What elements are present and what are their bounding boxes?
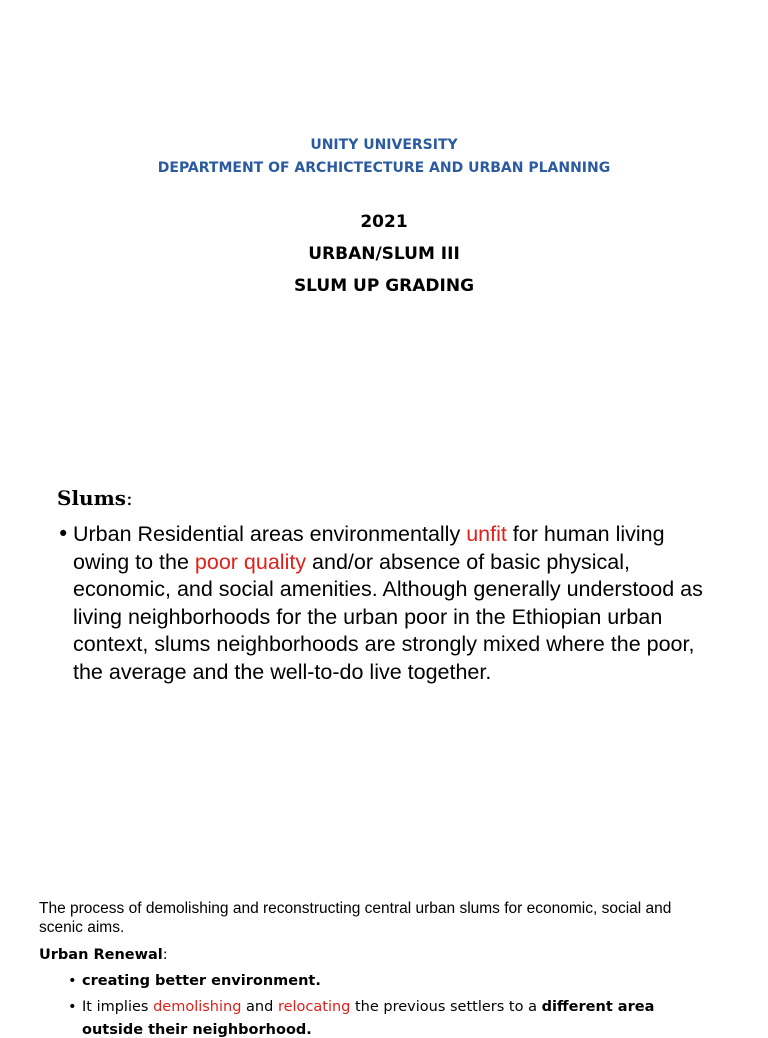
slums-slide: [0, 440, 768, 840]
renewal-bullet: [68, 973, 321, 989]
text-segment: for human living owing to the: [73, 522, 665, 574]
slums-definition-bullet: [57, 521, 717, 687]
slums-heading-text: Slums: [57, 486, 127, 510]
renewal-bullet: [68, 999, 654, 1015]
urban-renewal-heading: [39, 947, 168, 963]
urban-renewal-slide: [0, 840, 768, 1038]
title-slide: [0, 0, 768, 440]
bullet-icon: •: [68, 999, 77, 1015]
highlight-demolishing: demolishing: [153, 999, 242, 1015]
bullet-icon: •: [68, 973, 77, 989]
highlight-different-area: different area: [541, 999, 655, 1015]
renewal-bullet-continuation: [68, 1022, 312, 1038]
text-segment: Urban Residential areas environmentally: [73, 522, 467, 546]
text-segment: and: [241, 999, 278, 1015]
topic-title: SLUM UP GRADING: [293, 276, 475, 296]
slums-heading: [57, 486, 133, 510]
renewal-bullet-text: [82, 999, 654, 1015]
department-name: DEPARTMENT OF ARCHICTECTURE AND URBAN PLANNING: [157, 160, 611, 176]
text-segment: It implies: [82, 999, 154, 1015]
renewal-bullet-continuation-text: outside their neighborhood.: [82, 1022, 312, 1038]
text-segment: the previous settlers to a: [350, 999, 542, 1015]
highlight-poor-quality: poor quality: [194, 549, 307, 574]
year: 2021: [360, 212, 408, 232]
highlight-relocating: relocating: [277, 999, 351, 1015]
course-title: URBAN/SLUM III: [308, 244, 460, 264]
university-name: UNITY UNIVERSITY: [310, 137, 458, 153]
urban-renewal-heading-text: Urban Renewal: [39, 947, 163, 963]
bullet-icon: •: [57, 522, 70, 546]
renewal-definition: The process of demolishing and reconstructing central urban slums for economic, social and scenic aims.: [39, 900, 672, 936]
text-segment: and/or absence of basic physical, economic, and social amenities. Although generally understood as living neighborhoods for the urban poor in the Ethiopian urban context, slums neighborhoods are strongly mixed where the poor, the average and the well-to-do live together.: [73, 549, 703, 684]
urban-renewal-heading-colon: :: [162, 947, 168, 963]
highlight-unfit: unfit: [466, 522, 507, 546]
slums-heading-colon: :: [126, 486, 133, 510]
renewal-bullet-text: creating better environment.: [82, 973, 321, 989]
slums-definition-text: [73, 521, 717, 687]
